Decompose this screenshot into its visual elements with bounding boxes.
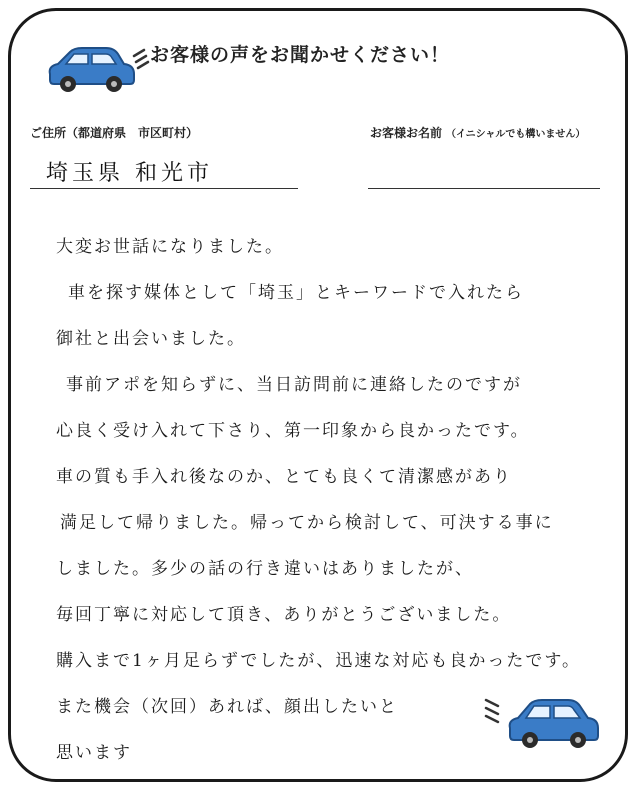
address-value: 埼玉県 和光市: [46, 161, 213, 186]
name-label: [370, 124, 585, 141]
comment-line: 購入まで1ヶ月足らずでしたが、迅速な対応も良かったです。: [56, 651, 581, 671]
motion-lines-icon: [134, 50, 148, 68]
page-title: お客様の声をお聞かせください！: [150, 44, 451, 66]
name-line: [368, 188, 600, 189]
car-body: [50, 48, 134, 92]
comment-line: また機会（次回）あれば、顔出したいと: [56, 697, 398, 717]
comment-line: 車の質も手入れ後なのか、とても良くて清潔感があり: [56, 467, 512, 487]
name-label-text: お客様お名前: [370, 126, 443, 140]
car-body: [510, 700, 598, 748]
address-line: [30, 188, 298, 189]
comment-line: 満足して帰りました。帰ってから検討して、可決する事に: [60, 513, 554, 533]
comment-line: 毎回丁寧に対応して頂き、ありがとうございました。: [56, 605, 512, 625]
comment-line: 事前アポを知らずに、当日訪問前に連絡したのですが: [66, 375, 522, 395]
address-label: ご住所（都道府県 市区町村）: [30, 126, 199, 140]
comment-line: 御社と出会いました。: [56, 329, 246, 349]
car-icon: [40, 42, 150, 96]
motion-lines-icon: [486, 700, 498, 722]
comment-line: 心良く受け入れて下さり、第一印象から良かったです。: [56, 421, 530, 441]
comment-line: 車を探す媒体として「埼玉」とキーワードで入れたら: [68, 283, 524, 303]
car-icon: [484, 690, 604, 752]
name-note: （イニシャルでも構いません）: [446, 129, 586, 140]
comment-line: 大変お世話になりました。: [56, 237, 284, 257]
comment-line: 思います: [56, 743, 132, 763]
comment-line: しました。多少の話の行き違いはありましたが、: [56, 559, 474, 579]
